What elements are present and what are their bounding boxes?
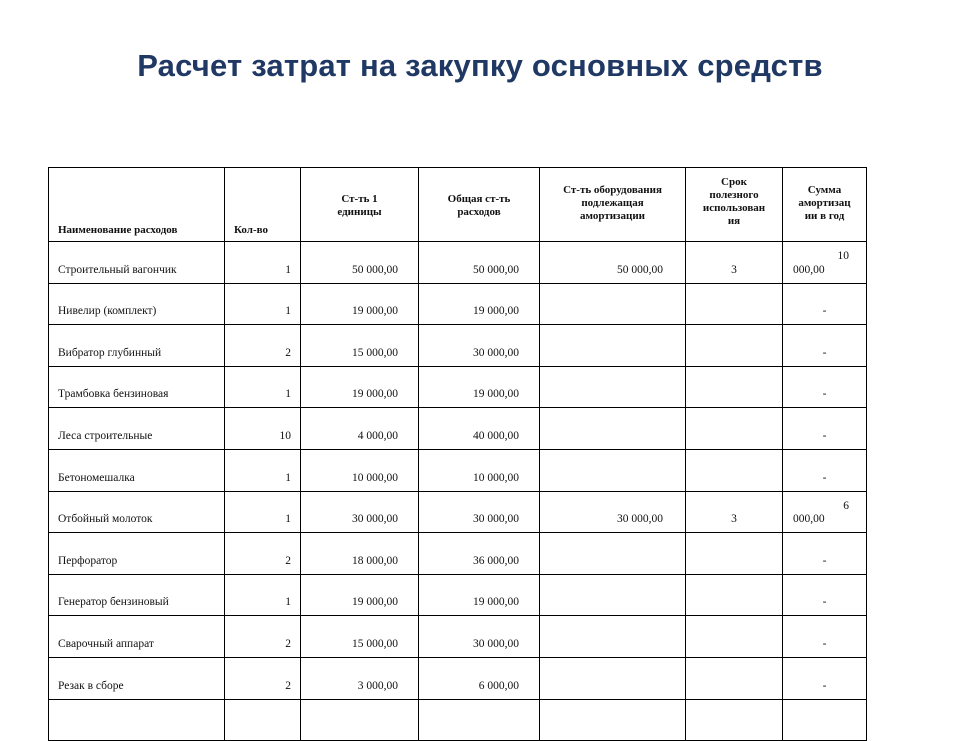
cell-qty: 2: [225, 657, 301, 699]
cost-table: [48, 167, 867, 741]
cell-unit-cost: 3 000,00: [301, 657, 419, 699]
cell-unit-cost: 19 000,00: [301, 283, 419, 325]
table-header: [49, 168, 867, 242]
cell-unit-cost: 15 000,00: [301, 325, 419, 367]
cell-unit-cost: 50 000,00: [301, 242, 419, 284]
cell-useful-life: [686, 533, 783, 575]
cell-amortizable-cost: [540, 366, 686, 408]
cell-qty: 1: [225, 491, 301, 533]
cell-annual-amortization: -: [783, 449, 867, 491]
cell-qty: 1: [225, 574, 301, 616]
cell-useful-life: [686, 449, 783, 491]
cell-name: Резак в сборе: [49, 657, 225, 699]
table-row: [49, 491, 867, 533]
cell-annual-amortization: -: [783, 533, 867, 575]
cell-qty: 1: [225, 449, 301, 491]
cell-total-cost: 40 000,00: [419, 408, 540, 450]
cell-amortizable-cost: [540, 616, 686, 658]
header-total-cost: Общая ст-ть расходов: [419, 168, 540, 242]
header-unit-cost: Ст-ть 1 единицы: [301, 168, 419, 242]
cell-name: Перфоратор: [49, 533, 225, 575]
cell-name: Нивелир (комплект): [49, 283, 225, 325]
table-row: [49, 657, 867, 699]
cell-qty: 1: [225, 283, 301, 325]
cell-unit-cost: 15 000,00: [301, 616, 419, 658]
cell-amortizable-cost: 30 000,00: [540, 491, 686, 533]
cell-qty: 2: [225, 533, 301, 575]
cell-amortizable-cost: [540, 283, 686, 325]
cell-useful-life: [686, 325, 783, 367]
header-name: Наименование расходов: [49, 168, 225, 242]
slide-title: Расчет затрат на закупку основных средств: [137, 48, 823, 83]
cell-name: Вибратор глубинный: [49, 325, 225, 367]
table-row: [49, 616, 867, 658]
cell-useful-life: [686, 283, 783, 325]
cell-qty: 10: [225, 408, 301, 450]
cell-qty: 2: [225, 325, 301, 367]
cell-unit-cost: 30 000,00: [301, 491, 419, 533]
table-row: [49, 366, 867, 408]
cell-annual-amortization: 10 000,00: [783, 242, 867, 284]
cell-amortizable-cost: [540, 657, 686, 699]
cell-name: Сварочный аппарат: [49, 616, 225, 658]
cell-amortizable-cost: [540, 449, 686, 491]
table-row: [49, 449, 867, 491]
table-body: [49, 242, 867, 741]
cell-total-cost: 6 000,00: [419, 657, 540, 699]
cell-unit-cost: 4 000,00: [301, 408, 419, 450]
cell-name: Отбойный молоток: [49, 491, 225, 533]
cell-annual-amortization: -: [783, 616, 867, 658]
cell-useful-life: 3: [686, 242, 783, 284]
cell-annual-amortization: -: [783, 657, 867, 699]
cell-amortizable-cost: [540, 408, 686, 450]
cell-amortizable-cost: [540, 533, 686, 575]
table-row: [49, 408, 867, 450]
cell-useful-life: 3: [686, 491, 783, 533]
cell-name: Леса строительные: [49, 408, 225, 450]
cell-name: Бетономешалка: [49, 449, 225, 491]
header-useful-life: Срок полезного использован ия: [686, 168, 783, 242]
cell-qty: 2: [225, 616, 301, 658]
cell-annual-amortization: -: [783, 283, 867, 325]
cell-qty: 1: [225, 242, 301, 284]
cell-name: Строительный вагончик: [49, 242, 225, 284]
cell-total-cost: 36 000,00: [419, 533, 540, 575]
cell-useful-life: [686, 574, 783, 616]
cell-unit-cost: 19 000,00: [301, 574, 419, 616]
cell-amortizable-cost: [540, 574, 686, 616]
table-row: [49, 574, 867, 616]
cell-total-cost: 19 000,00: [419, 574, 540, 616]
cell-amortizable-cost: [540, 325, 686, 367]
table-row: [49, 242, 867, 284]
cell-useful-life: [686, 616, 783, 658]
header-annual-amortization: Сумма амортизац ии в год: [783, 168, 867, 242]
cell-total-cost: 30 000,00: [419, 491, 540, 533]
cell-annual-amortization: -: [783, 366, 867, 408]
cell-annual-amortization: -: [783, 408, 867, 450]
table-row: [49, 325, 867, 367]
cell-total-cost: 50 000,00: [419, 242, 540, 284]
cell-total-cost: 30 000,00: [419, 325, 540, 367]
cell-name: Трамбовка бензиновая: [49, 366, 225, 408]
cell-qty: 1: [225, 366, 301, 408]
cell-unit-cost: 10 000,00: [301, 449, 419, 491]
cell-total-cost: 30 000,00: [419, 616, 540, 658]
cell-useful-life: [686, 408, 783, 450]
header-qty: Кол-во: [225, 168, 301, 242]
cell-total-cost: 19 000,00: [419, 366, 540, 408]
header-amortizable-cost: Ст-ть оборудования подлежащая амортизации: [540, 168, 686, 242]
cell-name: Генератор бензиновый: [49, 574, 225, 616]
cell-annual-amortization: -: [783, 325, 867, 367]
cell-total-cost: 19 000,00: [419, 283, 540, 325]
cell-amortizable-cost: 50 000,00: [540, 242, 686, 284]
cell-unit-cost: 19 000,00: [301, 366, 419, 408]
cell-total-cost: 10 000,00: [419, 449, 540, 491]
cell-useful-life: [686, 657, 783, 699]
cell-unit-cost: 18 000,00: [301, 533, 419, 575]
cell-annual-amortization: 6 000,00: [783, 491, 867, 533]
table-row: [49, 283, 867, 325]
cell-useful-life: [686, 366, 783, 408]
cell-annual-amortization: -: [783, 574, 867, 616]
table-row: [49, 533, 867, 575]
